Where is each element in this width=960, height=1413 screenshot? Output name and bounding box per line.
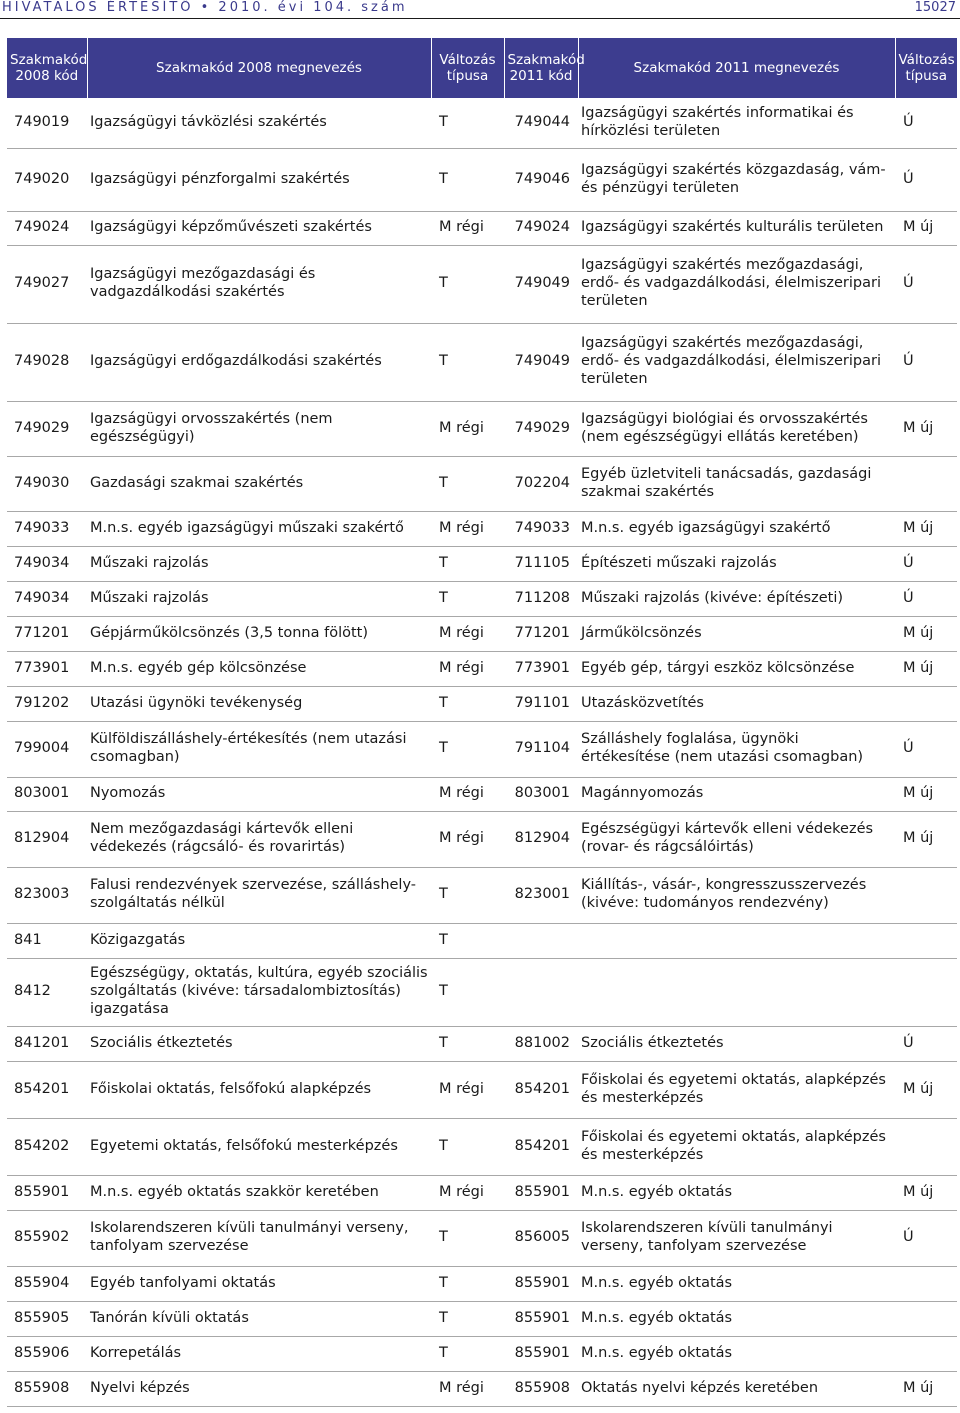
change-type-2008-cell: T [431, 867, 504, 923]
table-row [7, 211, 957, 245]
name-2008-cell: Iskolarendszeren kívüli tanulmányi verseny, tanfolyam szervezése [87, 1210, 431, 1266]
code-2008-cell: 855901 [7, 1175, 87, 1210]
change-type-2008-cell: M régi [431, 401, 504, 456]
name-2011-cell: Utazásközvetítés [578, 686, 895, 721]
name-2011-cell: Műszaki rajzolás (kivéve: építészeti) [578, 581, 895, 616]
code-2008-cell: 749019 [7, 98, 87, 148]
code-2011-cell: 791104 [504, 721, 578, 777]
table-row [7, 1301, 957, 1336]
table-row [7, 546, 957, 581]
change-type-2008-cell: T [431, 1026, 504, 1061]
change-type-2008-cell: M régi [431, 651, 504, 686]
table-row [7, 1266, 957, 1301]
table-row [7, 98, 957, 148]
change-type-2008-cell: M régi [431, 616, 504, 651]
name-2011-cell: M.n.s. egyéb oktatás [578, 1175, 895, 1210]
code-2008-cell: 803001 [7, 777, 87, 811]
name-2011-cell: Járműkölcsönzés [578, 616, 895, 651]
code-2008-cell: 799004 [7, 721, 87, 777]
table-row [7, 401, 957, 456]
change-type-2011-cell: Ú [895, 721, 957, 777]
change-type-2008-cell: T [431, 1210, 504, 1266]
name-2011-cell: Szálláshely foglalása, ügynöki értékesítése (nem utazási csomagban) [578, 721, 895, 777]
name-2011-cell: Építészeti műszaki rajzolás [578, 546, 895, 581]
change-type-2008-cell: M régi [431, 211, 504, 245]
change-type-2008-cell: T [431, 1336, 504, 1371]
code-2011-cell: 749029 [504, 401, 578, 456]
change-type-2011-cell: M új [895, 401, 957, 456]
change-type-2008-cell: T [431, 1118, 504, 1175]
name-2008-cell: Korrepetálás [87, 1336, 431, 1371]
name-2011-cell: Főiskolai és egyetemi oktatás, alapképzés és mesterképzés [578, 1118, 895, 1175]
code-2008-cell: 855906 [7, 1336, 87, 1371]
name-2011-cell: Kiállítás-, vásár-, kongresszusszervezés (kivéve: tudományos rendezvény) [578, 867, 895, 923]
table-row [7, 1175, 957, 1210]
change-type-2008-cell: T [431, 581, 504, 616]
table-row [7, 686, 957, 721]
name-2011-cell: Egészségügyi kártevők elleni védekezés (rovar- és rágcsálóirtás) [578, 811, 895, 867]
name-2011-cell: Igazságügyi szakértés mezőgazdasági, erdő- és vadgazdálkodási, élelmiszeripari területen [578, 245, 895, 323]
name-2008-cell: Nyomozás [87, 777, 431, 811]
code-2008-cell: 773901 [7, 651, 87, 686]
code-2008-cell: 855902 [7, 1210, 87, 1266]
name-2011-cell: M.n.s. egyéb oktatás [578, 1336, 895, 1371]
code-2011-cell: 791101 [504, 686, 578, 721]
name-2011-cell: Főiskolai és egyetemi oktatás, alapképzés és mesterképzés [578, 1061, 895, 1118]
name-2011-cell: Iskolarendszeren kívüli tanulmányi verseny, tanfolyam szervezése [578, 1210, 895, 1266]
name-2011-cell: M.n.s. egyéb oktatás [578, 1301, 895, 1336]
name-2008-cell: M.n.s. egyéb gép kölcsönzése [87, 651, 431, 686]
code-2008-cell: 855904 [7, 1266, 87, 1301]
name-2008-cell: Utazási ügynöki tevékenység [87, 686, 431, 721]
name-2011-cell [578, 958, 895, 1026]
code-2011-cell: 854201 [504, 1118, 578, 1175]
change-type-2011-cell [895, 923, 957, 958]
code-2011-cell: 855901 [504, 1175, 578, 1210]
code-2008-cell: 841 [7, 923, 87, 958]
code-2011-cell: 812904 [504, 811, 578, 867]
code-2008-cell: 771201 [7, 616, 87, 651]
change-type-2008-cell: T [431, 148, 504, 211]
name-2008-cell: Igazságügyi pénzforgalmi szakértés [87, 148, 431, 211]
table-row [7, 323, 957, 401]
table-row [7, 1026, 957, 1061]
name-2011-cell: M.n.s. egyéb igazságügyi szakértő [578, 511, 895, 546]
code-2011-cell: 881002 [504, 1026, 578, 1061]
change-type-2011-cell: Ú [895, 581, 957, 616]
code-2011-cell: 855908 [504, 1371, 578, 1406]
change-type-2008-cell: M régi [431, 1061, 504, 1118]
name-2008-cell: Nyelvi képzés [87, 1371, 431, 1406]
code-2008-cell: 854202 [7, 1118, 87, 1175]
change-type-2011-cell [895, 456, 957, 511]
code-2011-cell: 749033 [504, 511, 578, 546]
code-2011-cell: 749049 [504, 323, 578, 401]
name-2008-cell: Gépjárműkölcsönzés (3,5 tonna fölött) [87, 616, 431, 651]
name-2008-cell: Igazságügyi orvosszakértés (nem egészségügyi) [87, 401, 431, 456]
table-header-row [7, 38, 957, 98]
name-2008-cell: Igazságügyi mezőgazdasági és vadgazdálkodási szakértés [87, 245, 431, 323]
name-2011-cell: Oktatás nyelvi képzés keretében [578, 1371, 895, 1406]
name-2008-cell: Szociális étkeztetés [87, 1026, 431, 1061]
table-row [7, 456, 957, 511]
code-2008-cell: 749033 [7, 511, 87, 546]
code-2008-cell: 841201 [7, 1026, 87, 1061]
change-type-2011-cell [895, 1301, 957, 1336]
code-2011-cell: 803001 [504, 777, 578, 811]
change-type-2011-cell: M új [895, 777, 957, 811]
code-2011-cell [504, 958, 578, 1026]
name-2011-cell: Igazságügyi szakértés informatikai és hírközlési területen [578, 98, 895, 148]
code-2008-cell: 749020 [7, 148, 87, 211]
change-type-2011-cell: M új [895, 616, 957, 651]
change-type-2008-cell: T [431, 546, 504, 581]
table-row [7, 581, 957, 616]
change-type-2011-cell: M új [895, 811, 957, 867]
name-2008-cell: M.n.s. egyéb igazságügyi műszaki szakértő [87, 511, 431, 546]
table-row [7, 616, 957, 651]
change-type-2011-cell [895, 686, 957, 721]
code-2011-cell: 855901 [504, 1266, 578, 1301]
change-type-2008-cell: T [431, 721, 504, 777]
change-type-2011-cell: M új [895, 651, 957, 686]
code-2011-cell: 856005 [504, 1210, 578, 1266]
code-2011-cell: 823001 [504, 867, 578, 923]
name-2008-cell: Főiskolai oktatás, felsőfokú alapképzés [87, 1061, 431, 1118]
code-2011-cell [504, 923, 578, 958]
code-2011-cell: 749044 [504, 98, 578, 148]
code-2011-cell: 771201 [504, 616, 578, 651]
code-2011-cell: 749049 [504, 245, 578, 323]
change-type-2008-cell: T [431, 456, 504, 511]
name-2011-cell: Igazságügyi szakértés közgazdaság, vám- és pénzügyi területen [578, 148, 895, 211]
change-type-2008-cell: T [431, 1301, 504, 1336]
table-row [7, 1336, 957, 1371]
name-2008-cell: Külföldiszálláshely-értékesítés (nem utazási csomagban) [87, 721, 431, 777]
table-row [7, 511, 957, 546]
change-type-2008-cell: T [431, 923, 504, 958]
code-2008-cell: 854201 [7, 1061, 87, 1118]
code-2011-cell: 855901 [504, 1336, 578, 1371]
code-2011-cell: 711105 [504, 546, 578, 581]
header-code-2011: Szakmakód 2011 kód [504, 38, 578, 98]
table-row [7, 1371, 957, 1406]
change-type-2008-cell: M régi [431, 811, 504, 867]
code-2008-cell: 749034 [7, 581, 87, 616]
code-2011-cell: 749024 [504, 211, 578, 245]
change-type-2011-cell: Ú [895, 148, 957, 211]
name-2008-cell: Igazságügyi távközlési szakértés [87, 98, 431, 148]
change-type-2008-cell: T [431, 686, 504, 721]
change-type-2008-cell: T [431, 958, 504, 1026]
name-2008-cell: M.n.s. egyéb oktatás szakkör keretében [87, 1175, 431, 1210]
change-type-2011-cell: M új [895, 1175, 957, 1210]
change-type-2008-cell: M régi [431, 511, 504, 546]
change-type-2011-cell: Ú [895, 1210, 957, 1266]
code-2008-cell: 749024 [7, 211, 87, 245]
table-row [7, 148, 957, 211]
code-2008-cell: 855908 [7, 1371, 87, 1406]
code-2008-cell: 749034 [7, 546, 87, 581]
change-type-2011-cell [895, 867, 957, 923]
change-type-2011-cell: Ú [895, 245, 957, 323]
header-change-type-2011: Változás típusa [895, 38, 957, 98]
page-number: 15027 [914, 0, 956, 15]
change-type-2008-cell: M régi [431, 1175, 504, 1210]
code-2008-cell: 823003 [7, 867, 87, 923]
name-2008-cell: Műszaki rajzolás [87, 581, 431, 616]
change-type-2011-cell [895, 1118, 957, 1175]
change-type-2011-cell: Ú [895, 1026, 957, 1061]
change-type-2011-cell [895, 1336, 957, 1371]
name-2008-cell: Tanórán kívüli oktatás [87, 1301, 431, 1336]
change-type-2011-cell: M új [895, 211, 957, 245]
change-type-2008-cell: M régi [431, 777, 504, 811]
change-type-2011-cell: M új [895, 511, 957, 546]
header-name-2008: Szakmakód 2008 megnevezés [87, 38, 431, 98]
name-2011-cell: Igazságügyi biológiai és orvosszakértés (nem egészségügyi ellátás keretében) [578, 401, 895, 456]
table-row [7, 651, 957, 686]
change-type-2008-cell: T [431, 98, 504, 148]
publication-title: HIVATALOS ÉRTESÍTŐ • 2010. évi 104. szám [2, 0, 408, 15]
name-2008-cell: Gazdasági szakmai szakértés [87, 456, 431, 511]
code-2008-cell: 8412 [7, 958, 87, 1026]
table-row [7, 867, 957, 923]
name-2008-cell: Egyetemi oktatás, felsőfokú mesterképzés [87, 1118, 431, 1175]
name-2011-cell: Magánnyomozás [578, 777, 895, 811]
code-2011-cell: 854201 [504, 1061, 578, 1118]
code-mapping-table [7, 38, 957, 1407]
change-type-2011-cell: Ú [895, 98, 957, 148]
table-row [7, 721, 957, 777]
change-type-2008-cell: T [431, 323, 504, 401]
code-2008-cell: 855905 [7, 1301, 87, 1336]
name-2011-cell: Szociális étkeztetés [578, 1026, 895, 1061]
code-2008-cell: 749028 [7, 323, 87, 401]
code-2008-cell: 791202 [7, 686, 87, 721]
table-row [7, 958, 957, 1026]
code-2008-cell: 749027 [7, 245, 87, 323]
header-name-2011: Szakmakód 2011 megnevezés [578, 38, 895, 98]
change-type-2011-cell: M új [895, 1371, 957, 1406]
name-2008-cell: Igazságügyi képzőművészeti szakértés [87, 211, 431, 245]
name-2008-cell: Falusi rendezvények szervezése, szálláshely-szolgáltatás nélkül [87, 867, 431, 923]
name-2011-cell: Egyéb üzletviteli tanácsadás, gazdasági szakmai szakértés [578, 456, 895, 511]
change-type-2011-cell: Ú [895, 546, 957, 581]
header-rule [0, 18, 960, 19]
change-type-2008-cell: M régi [431, 1371, 504, 1406]
name-2008-cell: Egyéb tanfolyami oktatás [87, 1266, 431, 1301]
change-type-2011-cell: M új [895, 1061, 957, 1118]
table-row [7, 777, 957, 811]
change-type-2008-cell: T [431, 1266, 504, 1301]
name-2011-cell [578, 923, 895, 958]
name-2008-cell: Közigazgatás [87, 923, 431, 958]
code-2008-cell: 749029 [7, 401, 87, 456]
name-2008-cell: Igazságügyi erdőgazdálkodási szakértés [87, 323, 431, 401]
code-2011-cell: 702204 [504, 456, 578, 511]
table-row [7, 923, 957, 958]
header-code-2008: Szakmakód 2008 kód [7, 38, 87, 98]
code-2008-cell: 749030 [7, 456, 87, 511]
table-row [7, 245, 957, 323]
change-type-2011-cell: Ú [895, 323, 957, 401]
change-type-2011-cell [895, 958, 957, 1026]
name-2008-cell: Nem mezőgazdasági kártevők elleni védekezés (rágcsáló- és rovarirtás) [87, 811, 431, 867]
name-2011-cell: Igazságügyi szakértés mezőgazdasági, erdő- és vadgazdálkodási, élelmiszeripari területen [578, 323, 895, 401]
change-type-2008-cell: T [431, 245, 504, 323]
code-2008-cell: 812904 [7, 811, 87, 867]
table-row [7, 1118, 957, 1175]
code-2011-cell: 773901 [504, 651, 578, 686]
code-2011-cell: 855901 [504, 1301, 578, 1336]
code-2011-cell: 749046 [504, 148, 578, 211]
header-change-type-2008: Változás típusa [431, 38, 504, 98]
name-2008-cell: Egészségügy, oktatás, kultúra, egyéb szociális szolgáltatás (kivéve: társadalombiztosítás) igazgatása [87, 958, 431, 1026]
name-2011-cell: Igazságügyi szakértés kulturális területen [578, 211, 895, 245]
table-row [7, 1210, 957, 1266]
change-type-2011-cell [895, 1266, 957, 1301]
name-2011-cell: Egyéb gép, tárgyi eszköz kölcsönzése [578, 651, 895, 686]
table-body [7, 98, 957, 1406]
name-2008-cell: Műszaki rajzolás [87, 546, 431, 581]
name-2011-cell: M.n.s. egyéb oktatás [578, 1266, 895, 1301]
code-2011-cell: 711208 [504, 581, 578, 616]
table-row [7, 1061, 957, 1118]
table-row [7, 811, 957, 867]
